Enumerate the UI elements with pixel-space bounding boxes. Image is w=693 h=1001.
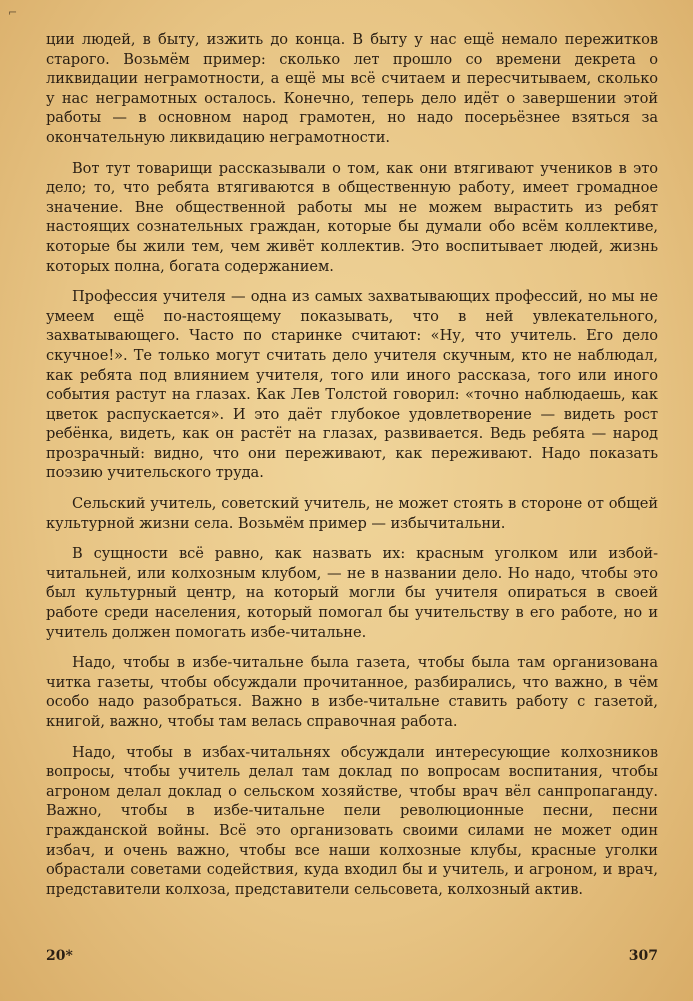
page-edge-mark: ⌐ [8,6,18,19]
paragraph-7: Надо, чтобы в избах-читальнях обсуждали интересующие колхозников вопросы, чтобы учитель делал там доклад по вопросам воспитания, чтобы агроном делал доклад о сельском хозяйстве, чтобы врач вёл санпропаганду. Важно, чтобы в избе-читальне пели революционные песни, песни гражданской войны. Всё это организовать своими силами не может один избач, и очень важно, чтобы все наши колхозные клубы, красные уголки обрастали советами содействия, куда входил бы и учитель, и агроном, и врач, представители колхоза, представители сельсовета, колхозный актив. [46,743,658,898]
page-number: 307 [628,948,658,964]
book-page [46,30,658,980]
paragraph-2: Вот тут товарищи рассказывали о том, как они втягивают учеников в это дело; то, что ребята втягиваются в общественную работу, имеет громадное значение. Вне общественной работы мы не можем вырастить из ребят настоящих сознательных граждан, которые бы думали обо всём коллективе, которые бы жили тем, чем живёт коллектив. Это воспитывает людей, жизнь которых полна, богата содержанием. [46,159,658,275]
paragraph-6: Надо, чтобы в избе-читальне была газета, чтобы была там организована читка газеты, чтобы обсуждали прочитанное, разбирались, что важно, в чём особо надо разобраться. Важно в избе-читальне ставить работу с газетой, книгой, важно, чтобы там велась справочная работа. [46,654,658,730]
paragraph-3: Профессия учителя — одна из самых захватывающих профессий, но мы не умеем ещё по-настоящему показывать, что в ней увлекательного, захватывающего. Часто по старинке считают: «Ну, что учитель. Его дело скучное!». Те только могут считать дело учителя скучным, кто не наблюдал, как ребята под влиянием учителя, того или иного рассказа, того или иного события растут на глазах. Как Лев Толстой говорил: «точно наблюдаешь, как цветок распускается». И это даёт глубокое удовлетворение — видеть рост ребёнка, видеть, как он растёт на глазах, развивается. Ведь ребята — народ прозрачный: видно, что они переживают, как переживают. Надо показать поэзию учительского труда. [46,288,658,482]
paragraph-4: Сельский учитель, советский учитель, не может стоять в стороне от общей культурной жизни села. Возьмём пример — избычитальни. [46,495,658,532]
paragraph-1: ции людей, в быту, изжить до конца. В быту у нас ещё немало пережитков старого. Возьмём пример: сколько лет прошло со времени декрета о ликвидации неграмотности, а ещё мы всё считаем и пересчитываем, сколько у нас неграмотных осталось. Конечно, теперь дело идёт о завершении этой работы — в основном народ грамотен, но надо посерьёзнее взяться за окончательную ликвидацию неграмотности. [46,31,658,146]
paragraph-5: В сущности всё равно, как назвать их: красным уголком или избой-читальней, или колхозным клубом, — не в названии дело. Но надо, чтобы это был культурный центр, на который могли бы учителя опираться в своей работе среди населения, который помогал бы учительству в его работе, но и учитель должен помогать избе-читальне. [46,545,658,641]
signature-mark: 20* [46,948,73,964]
